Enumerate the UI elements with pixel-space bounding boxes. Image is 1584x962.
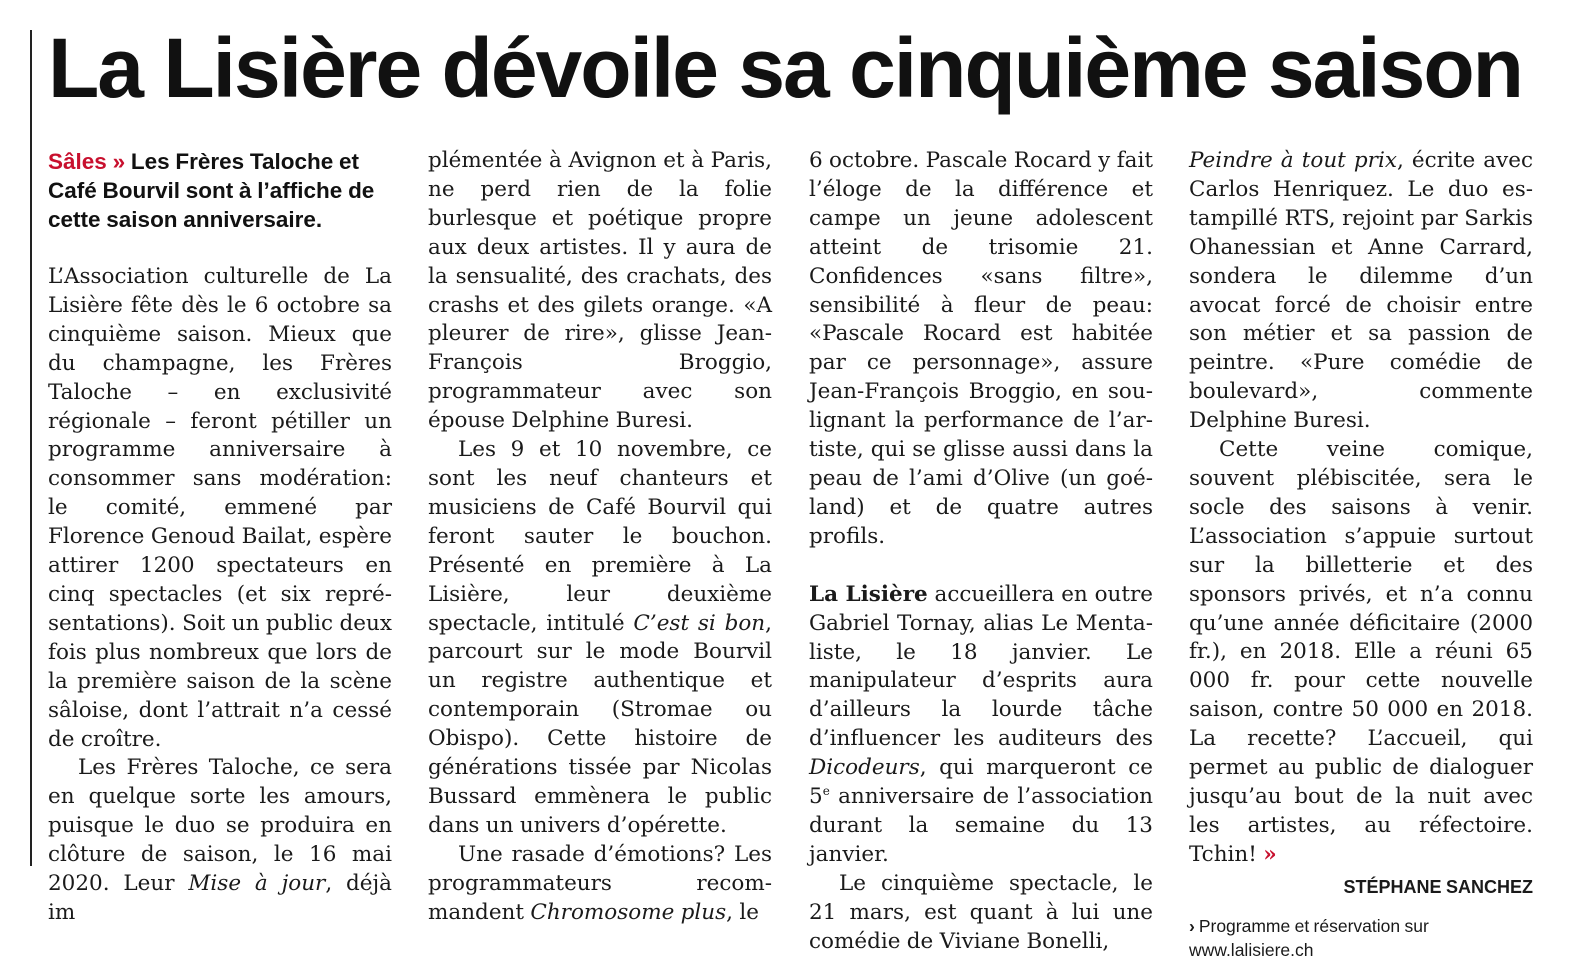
info-box <box>1189 914 1533 962</box>
kicker-location: Sâles <box>48 149 107 174</box>
show-title: C’est si bon <box>633 610 766 636</box>
show-title: Peindre à tout prix <box>1189 148 1397 173</box>
show-title: Chromosome plus <box>530 899 727 925</box>
left-column-rule <box>30 30 32 866</box>
article-column-3 <box>809 147 1153 956</box>
show-title: Mise à jour <box>188 871 326 897</box>
body-paragraph: Cette veine comique, souvent plébiscitée, sera le socle des saisons à venir. L’association s’appuie surtout sur la billetterie et des sponsors privés, et n’a connu qu’une année déficitaire (2000 fr.), en 2018. Elle a réuni 65 000 fr. pour cette nouvelle saison, contre 50 000 en 2018. La recette? L’accueil, qui permet au public de dialoguer jusqu’au bout de la nuit avec les artistes, au réfectoire. Tchin! » <box>1189 437 1533 867</box>
section-gap <box>809 552 1153 581</box>
arrow-icon: › <box>1189 915 1195 936</box>
article-column-4 <box>1189 147 1533 962</box>
lead-text: Les Frères Taloche et Café Bourvil sont à l’affiche de cette saison anniversaire. <box>48 149 375 232</box>
chevron-icon: » <box>112 149 126 174</box>
article-column-2 <box>428 147 772 927</box>
intertitle: La Lisière <box>809 581 928 607</box>
lead-paragraph <box>48 147 392 234</box>
body-paragraph: Les Frères Taloche, ce sera en quelque sorte les amours, puisque le duo se produira en clôture de saison, le 16 mai 2020. Leur Mise à jour, déjà im <box>48 755 392 925</box>
headline: La Lisière dévoile sa cinquième saison <box>48 21 1522 115</box>
show-title: Dicodeurs <box>809 755 920 781</box>
body-paragraph: Le cinquième spectacle, le 21 mars, est quant à lui une comédie de Viviane Bonelli, <box>809 870 1153 954</box>
body-paragraph: Une rasade d’émotions? Les programmateurs recommandent Chromosome plus, le <box>428 841 772 925</box>
article-column-1 <box>48 147 392 928</box>
body-paragraph: plémentée à Avignon et à Paris, ne perd rien de la folie burlesque et poétique propre aux deux artistes. Il y aura de la sensualité, des crachats, des crashs et des gilets orange. «A pleurer de rire», glisse Jean-François Broggio, programmateur avec son épouse Delphine Buresi. <box>428 148 772 434</box>
body-paragraph: Peindre à tout prix, écrite avec Carlos Henriquez. Le duo estampillé RTS, rejoint par Sarkis Ohanessian et Anne Carrard, sondera le dilemme d’un avocat forcé de choisir entre son métier et sa passion de peintre. «Pure comédie de boulevard», commente Delphine Buresi. <box>1189 148 1533 434</box>
body-paragraph: Les 9 et 10 novembre, ce sont les neuf chanteurs et musiciens de Café Bourvil qui feront sauter le bouchon. Présenté en première à La Lisière, leur deuxième spectacle, intitulé C’est si bon, parcourt sur le mode Bourvil un registre authentique et contemporain (Stromae ou Obispo). Cette histoire de générations tissée par Nicolas Bussard emmènera le public dans un univers d’opérette. <box>428 437 772 838</box>
info-text: Programme et réservation sur <box>1198 915 1429 936</box>
ordinal-superscript: e <box>822 783 830 798</box>
body-paragraph: La Lisière accueillera en outre Gabriel Tornay, alias Le Mentaliste, le 18 janvier. Le manipulateur d’esprits aura d’ailleurs la lourde tâche d’influencer les auditeurs des Dicodeurs, qui marqueront ce 5e anniversaire de l’association durant la semaine du 13 janvier. <box>809 581 1153 867</box>
body-paragraph: 6 octobre. Pascale Rocard y fait l’éloge de la différence et campe un jeune adolescent atteint de trisomie 21. Confidences «sans filtre», sensibilité à fleur de peau: «Pascale Rocard est habitée par ce personnage», assure Jean-François Broggio, en soulignant la performance de l’artiste, qui se glisse aussi dans la peau de l’ami d’Olive (un goéland) et de quatre autres profils. <box>809 148 1153 549</box>
end-mark-icon: » <box>1263 841 1277 867</box>
author-byline: STÉPHANE SANCHEZ <box>1343 876 1533 897</box>
website-link[interactable]: www.lalisiere.ch <box>1189 939 1314 960</box>
body-paragraph: L’Association culturelle de La Lisière fête dès le 6 octobre sa cinquième saison. Mieux que du champagne, les Frères Taloche – en exclusivité régionale – feront pétiller un programme anniversaire à consommer sans modération: le comité, emmené par Florence Genoud Bailat, espère attirer 1200 spectateurs en cinq spectacles (et six représentations). Soit un public deux fois plus nombreux que lors de la première saison de la scène sâloise, dont l’attrait n’a cessé de croître. <box>48 264 392 752</box>
